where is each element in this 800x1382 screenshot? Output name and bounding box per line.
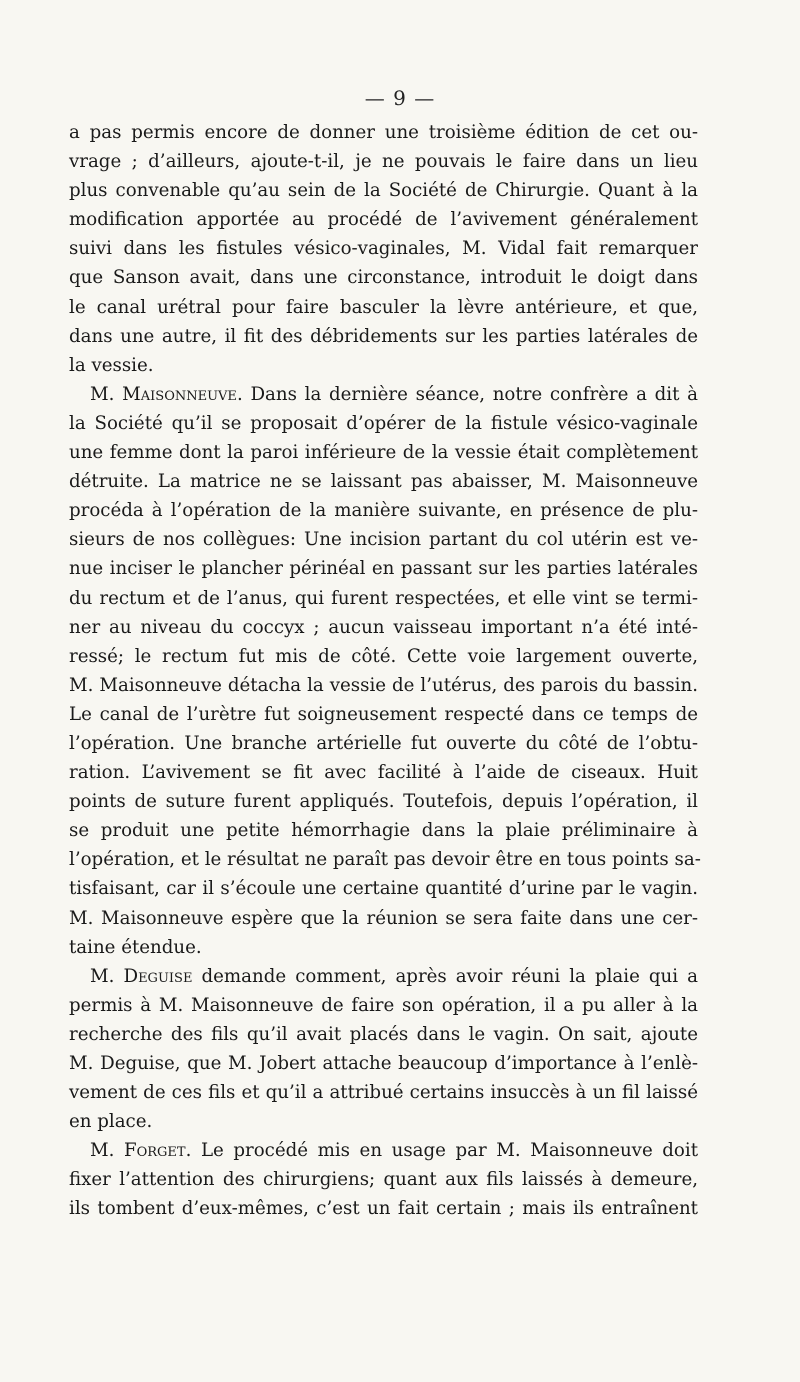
text-line: tisfaisant, car il s’écoule une certaine quantité d’urine par le vagin. [69,878,698,900]
speaker-prefix: M. [90,1140,124,1162]
text-line [69,962,698,991]
text-line: nue inciser le plancher périnéal en passant sur les parties latérales [69,558,698,580]
paragraph [69,118,698,380]
paragraph-forget [69,1136,698,1223]
text-line [69,1136,698,1165]
text-line: ressé; le rectum fut mis de côté. Cette voie largement ouverte, [69,645,698,667]
text-line: sieurs de nos collègues: Une incision partant du col utérin est ve- [69,529,698,551]
line-text: demande comment, après avoir réuni la plaie qui a [192,965,698,987]
page-number: — 9 — [364,86,436,110]
text-line: dans une autre, il fit des débridements sur les parties latérales de [69,325,698,347]
text-line: l’opération, et le résultat ne paraît pas devoir être en tous points sa- [69,849,701,871]
text-line [69,380,698,409]
text-line: se produit une petite hémorrhagie dans la plaie préliminaire à [69,820,698,842]
text-line: recherche des fils qu’il avait placés dans le vagin. On sait, ajoute [69,1023,698,1045]
text-line: détruite. La matrice ne se laissant pas abaisser, M. Maisonneuve [69,471,698,493]
paragraph-maisonneuve [69,380,701,962]
text-line: ils tombent d’eux-mêmes, c’est un fait certain ; mais ils entraînent [69,1198,698,1220]
text-line: permis à M. Maisonneuve de faire son opération, il a pu aller à la [69,994,698,1016]
body-text [69,118,701,1224]
text-line: M. Maisonneuve espère que la réunion se sera faite dans une cer- [69,907,698,929]
line-text: . Dans la dernière séance, notre confrère a dit à [236,383,699,405]
text-line: que Sanson avait, dans une circonstance, introduit le doigt dans [69,267,698,289]
speaker-prefix: M. [90,965,124,987]
text-line: points de suture furent appliqués. Toutefois, depuis l’opération, il [69,791,698,813]
text-line: M. Deguise, que M. Jobert attache beaucoup d’importance à l’enlè- [69,1053,698,1074]
speaker-name: Forget [123,1140,186,1162]
text-line: plus convenable qu’au sein de la Société de Chirurgie. Quant à la [69,180,698,202]
text-line: l’opération. Une branche artérielle fut ouverte du côté de l’obtu- [69,732,698,754]
text-line: suivi dans les fistules vésico-vaginales, M. Vidal fait remarquer [69,238,698,260]
text-line: du rectum et de l’anus, qui furent respectées, et elle vint se termi- [69,587,698,609]
text-line: a pas permis encore de donner une troisième édition de cet ou- [69,122,698,143]
text-line: une femme dont la paroi inférieure de la vessie était complètement [69,442,698,464]
text-line: Le canal de l’urètre fut soigneusement respecté dans ce temps de [69,703,698,725]
text-line: ration. L’avivement se fit avec facilité à l’aide de ciseaux. Huit [69,762,698,784]
text-line: vement de ces fils et qu’il a attribué certains insuccès à un fil laissé [69,1082,698,1104]
paragraph-deguise [69,962,698,1137]
text-line: la Société qu’il se proposait d’opérer de la fistule vésico-vaginale [69,412,698,434]
text-line: vrage ; d’ailleurs, ajoute-t-il, je ne pouvais le faire dans un lieu [69,151,698,173]
text-line: procéda à l’opération de la manière suivante, en présence de plu- [69,500,698,522]
text-line: fixer l’attention des chirurgiens; quant aux fils laissés à demeure, [69,1169,698,1191]
speaker-prefix: M. [90,383,123,405]
text-line: le canal urétral pour faire basculer la lèvre antérieure, et que, [69,296,698,318]
speaker-name: Deguise [123,965,193,987]
text-line: modification apportée au procédé de l’avivement généralement [69,209,698,231]
text-line: la vessie. [69,354,154,376]
text-line: ner au niveau du coccyx ; aucun vaisseau important n’a été inté- [69,616,698,638]
text-line: taine étendue. [69,936,202,958]
speaker-name: Maisonneuve [122,383,237,405]
line-text: . Le procédé mis en usage par M. Maisonneuve doit [185,1140,698,1162]
text-line: en place. [69,1111,153,1133]
text-line: M. Maisonneuve détacha la vessie de l’utérus, des parois du bassin. [69,674,698,696]
